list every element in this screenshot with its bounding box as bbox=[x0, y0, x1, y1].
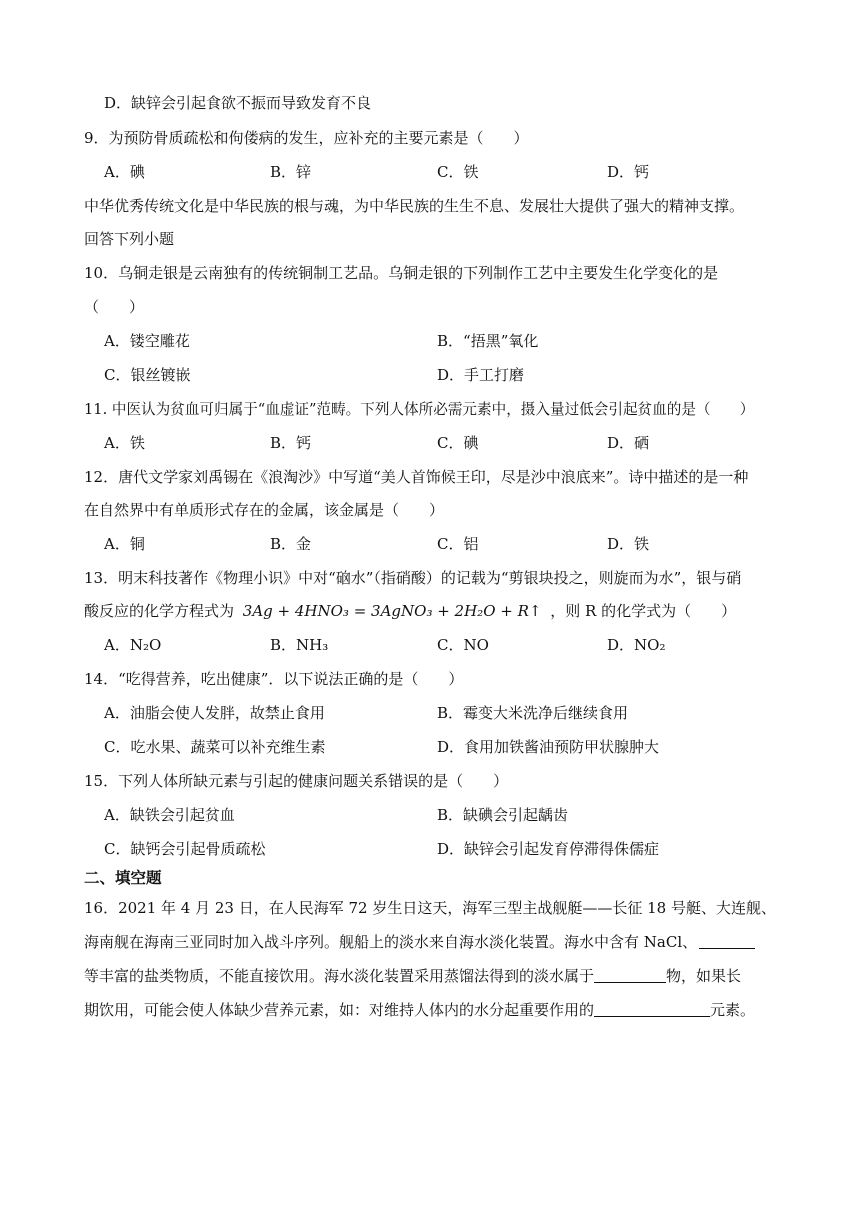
q14-stem: 14．“吃得营养，吃出健康”．以下说法正确的是（ ） bbox=[84, 670, 464, 688]
q14-option-c: C．吃水果、蔬菜可以补充维生素 bbox=[104, 738, 326, 756]
q15-stem: 15．下列人体所缺元素与引起的健康问题关系错误的是（ ） bbox=[84, 772, 509, 790]
q16-blank-1[interactable] bbox=[699, 933, 755, 949]
q15-option-b: B．缺碘会引起龋齿 bbox=[437, 806, 569, 824]
q13-option-b: B．NH₃ bbox=[270, 636, 329, 654]
q16-line-4-text: 期饮用，可能会使人体缺少营养元素，如：对维持人体内的水分起重要作用的 bbox=[84, 1001, 595, 1019]
q12-option-c: C．铝 bbox=[437, 535, 479, 553]
q16-blank-3[interactable] bbox=[594, 1001, 710, 1017]
q11-stem: 11. 中医认为贫血可归属于“血虚证”范畴。下列人体所必需元素中，摄入量过低会引起贫血的是（ ） bbox=[84, 401, 755, 418]
q10-option-b: B．“捂黑”氧化 bbox=[437, 332, 539, 350]
q13-stem-post: ，则 R 的化学式为（ ） bbox=[550, 602, 737, 620]
q9-option-b: B．锌 bbox=[270, 163, 312, 181]
intro-line-2: 回答下列小题 bbox=[84, 230, 175, 248]
q10-option-a: A．镂空雕花 bbox=[104, 332, 190, 350]
q15-option-a: A．缺铁会引起贫血 bbox=[104, 806, 235, 824]
q14-option-b: B．霉变大米洗净后继续食用 bbox=[437, 704, 629, 722]
q12-stem-line-2: 在自然界中有单质形式存在的金属，该金属是（ ） bbox=[84, 501, 445, 519]
q13-equation: 3Ag + 4HNO₃ = 3AgNO₃ + 2H₂O + R↑ bbox=[242, 602, 542, 620]
q16-line-3-text: 等丰富的盐类物质，不能直接饮用。海水淡化装置采用蒸馏法得到的淡水属于 bbox=[84, 967, 595, 985]
q14-option-d: D．食用加铁酱油预防甲状腺肿大 bbox=[437, 738, 660, 756]
q11-option-b: B．钙 bbox=[270, 434, 312, 452]
q9-option-d: D．钙 bbox=[607, 163, 650, 181]
q11-option-c: C．碘 bbox=[437, 434, 479, 452]
q10-option-c: C．银丝镀嵌 bbox=[104, 366, 191, 384]
q9-option-a: A．碘 bbox=[104, 163, 145, 181]
q15-option-d: D．缺锌会引起发育停滞得侏儒症 bbox=[437, 840, 660, 858]
q12-stem-line-1: 12．唐代文学家刘禹锡在《浪淘沙》中写道“美人首饰候王印，尽是沙中浪底来”。诗中描述的是一种 bbox=[84, 468, 749, 486]
q16-blank-2[interactable] bbox=[594, 967, 666, 983]
q16-line-3-tail: 物，如果长 bbox=[666, 967, 742, 985]
intro-line-1: 中华优秀传统文化是中华民族的根与魂，为中华民族的生生不息、发展壮大提供了强大的精神支撑。 bbox=[84, 197, 745, 215]
q16-line-4-tail: 元素。 bbox=[710, 1001, 756, 1019]
q13-option-a: A．N₂O bbox=[104, 636, 162, 654]
q10-stem-line-1: 10．乌铜走银是云南独有的传统铜制工艺品。乌铜走银的下列制作工艺中主要发生化学变化的是 bbox=[84, 264, 719, 282]
q16-line-2-text: 海南舰在海南三亚同时加入战斗序列。舰船上的淡水来自海水淡化装置。海水中含有 NaCl、 bbox=[84, 933, 698, 951]
q16-line-2 bbox=[84, 931, 755, 952]
q13-option-d: D．NO₂ bbox=[607, 636, 666, 654]
q12-option-d: D．铁 bbox=[607, 535, 650, 553]
q9-stem: 9．为预防骨质疏松和佝偻病的发生，应补充的主要元素是（ ） bbox=[84, 129, 529, 147]
q11-option-d: D．硒 bbox=[607, 434, 650, 452]
q13-stem-line-1: 13．明末科技著作《物理小识》中对“硇水”（指硝酸）的记载为“剪银块投之，则旋而为水”，银与硝 bbox=[84, 569, 742, 587]
section-title-fill-blank: 二、填空题 bbox=[84, 869, 162, 887]
q16-line-3 bbox=[84, 965, 741, 986]
q13-stem-pre: 酸反应的化学方程式为 bbox=[84, 602, 235, 620]
q12-option-a: A．铜 bbox=[104, 535, 145, 553]
q9-option-c: C．铁 bbox=[437, 163, 479, 181]
q13-stem-line-2 bbox=[84, 600, 736, 621]
q10-option-d: D．手工打磨 bbox=[437, 366, 525, 384]
q16-line-1: 16．2021 年 4 月 23 日，在人民海军 72 岁生日这天，海军三型主战舰艇——长征 18 号艇、大连舰、 bbox=[84, 899, 776, 917]
q10-stem-line-2: （ ） bbox=[84, 298, 145, 316]
q15-option-c: C．缺钙会引起骨质疏松 bbox=[104, 840, 266, 858]
q16-line-4 bbox=[84, 999, 755, 1020]
q13-option-c: C．NO bbox=[437, 636, 489, 654]
q11-option-a: A．铁 bbox=[104, 434, 145, 452]
q8-option-d: D．缺锌会引起食欲不振而导致发育不良 bbox=[104, 94, 372, 112]
q14-option-a: A．油脂会使人发胖，故禁止食用 bbox=[104, 704, 325, 722]
q12-option-b: B．金 bbox=[270, 535, 312, 553]
